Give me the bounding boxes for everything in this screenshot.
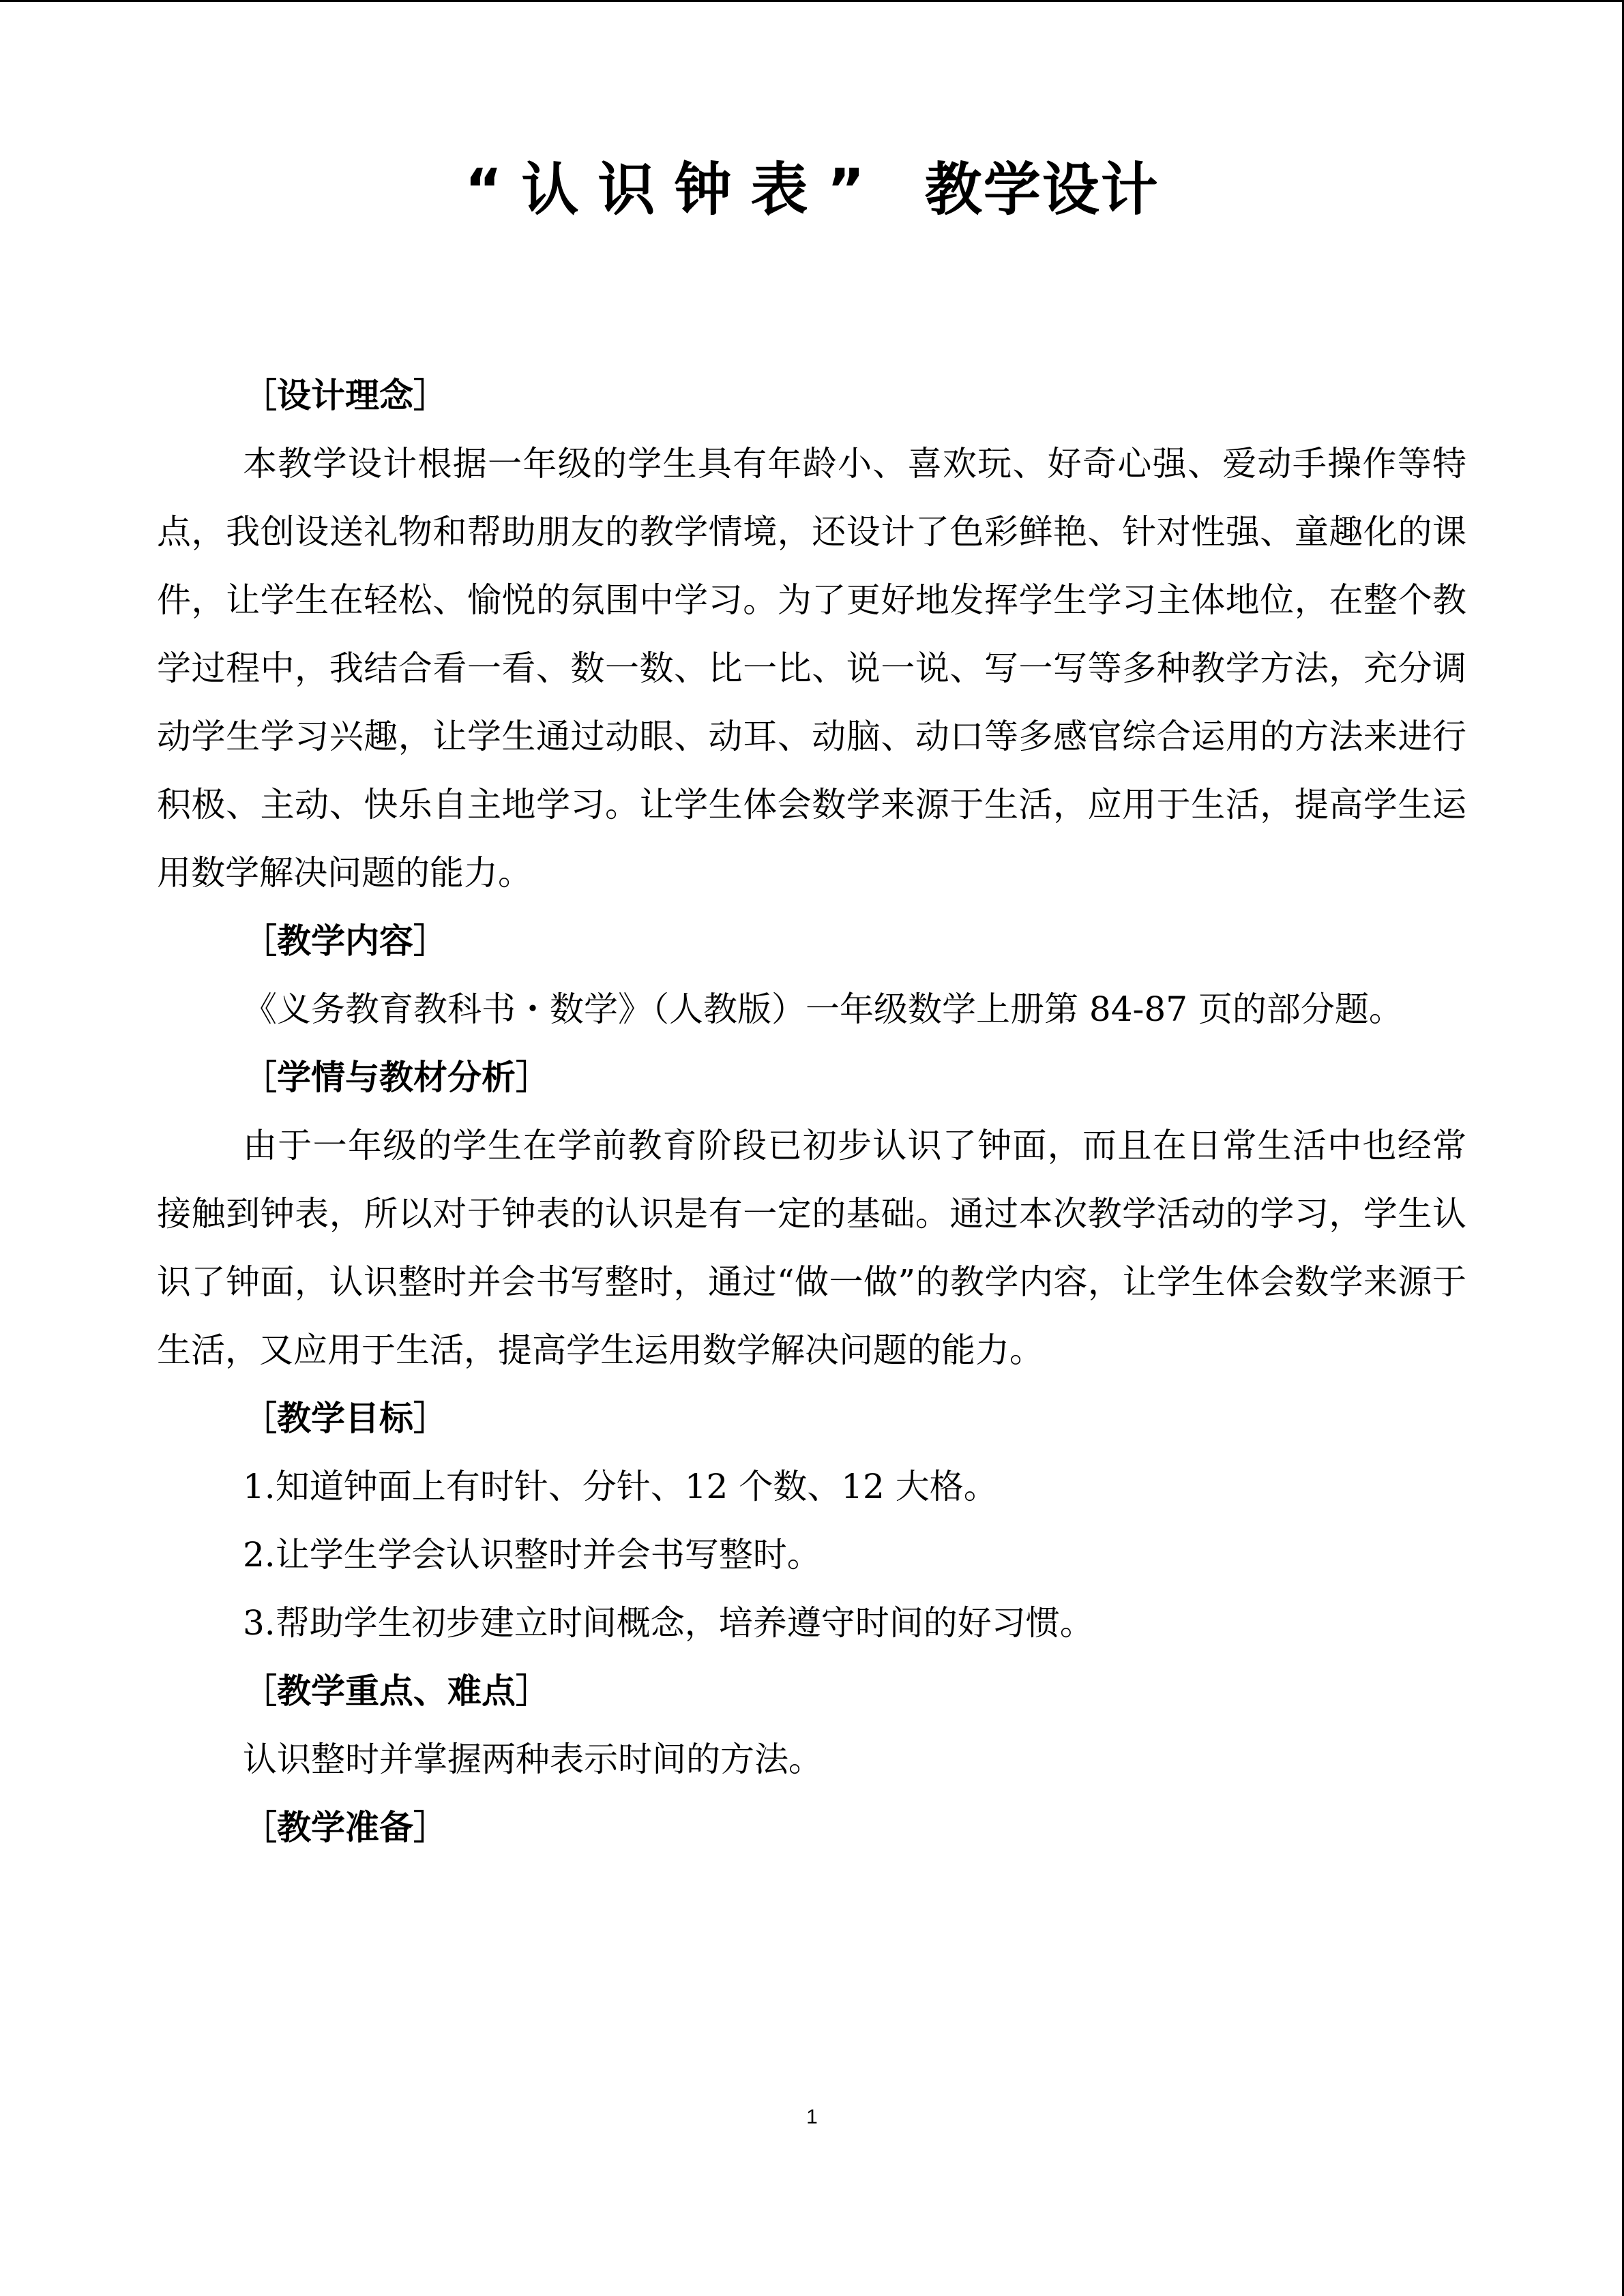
- paragraph-analysis: 由于一年级的学生在学前教育阶段已初步认识了钟面，而且在日常生活中也经常接触到钟表，所以对于钟表的认识是有一定的基础。通过本次教学活动的学习，学生认识了钟面，认识整时并会书写整时，通过“做一做”的教学内容，让学生体会数学来源于生活，又应用于生活，提高学生运用数学解决问题的能力。: [157, 1126, 1466, 1370]
- heading-analysis: ［学情与教材分析］: [243, 1058, 550, 1097]
- document-title: [0, 149, 1624, 230]
- heading-teaching-content: ［教学内容］: [243, 921, 447, 961]
- paragraph-design-concept: 本教学设计根据一年级的学生具有年龄小、喜欢玩、好奇心强、爱动手操作等特点，我创设送礼物和帮助朋友的教学情境，还设计了色彩鲜艳、针对性强、童趣化的课件，让学生在轻松、愉悦的氛围中学习。为了更好地发挥学生学习主体地位，在整个教学过程中，我结合看一看、数一数、比一比、说一说、写一写等多种教学方法，充分调动学生学习兴趣，让学生通过动眼、动耳、动脑、动口等多感官综合运用的方法来进行积极、主动、快乐自主地学习。让学生体会数学来源于生活，应用于生活，提高学生运用数学解决问题的能力。: [157, 444, 1466, 893]
- objective-item-2: 2.让学生学会认识整时并会书写整时。: [243, 1535, 821, 1575]
- paragraph-key-points: 认识整时并掌握两种表示时间的方法。: [243, 1740, 823, 1779]
- heading-preparation: ［教学准备］: [243, 1808, 447, 1847]
- paragraph-teaching-content: 《义务教育教科书・数学》（人教版）一年级数学上册第 84-87 页的部分题。: [243, 989, 1403, 1029]
- page-number: 1: [806, 2106, 818, 2128]
- document-body: [157, 361, 1466, 1862]
- title-quoted: “认识钟表”: [464, 156, 884, 223]
- heading-key-points: ［教学重点、难点］: [243, 1671, 550, 1711]
- heading-objectives: ［教学目标］: [243, 1399, 447, 1438]
- heading-design-concept: ［设计理念］: [243, 376, 447, 415]
- objective-item-1: 1.知道钟面上有时针、分针、12 个数、12 大格。: [243, 1467, 998, 1506]
- objective-item-3: 3.帮助学生初步建立时间概念，培养遵守时间的好习惯。: [243, 1603, 1094, 1643]
- title-rest: 教学设计: [924, 156, 1160, 223]
